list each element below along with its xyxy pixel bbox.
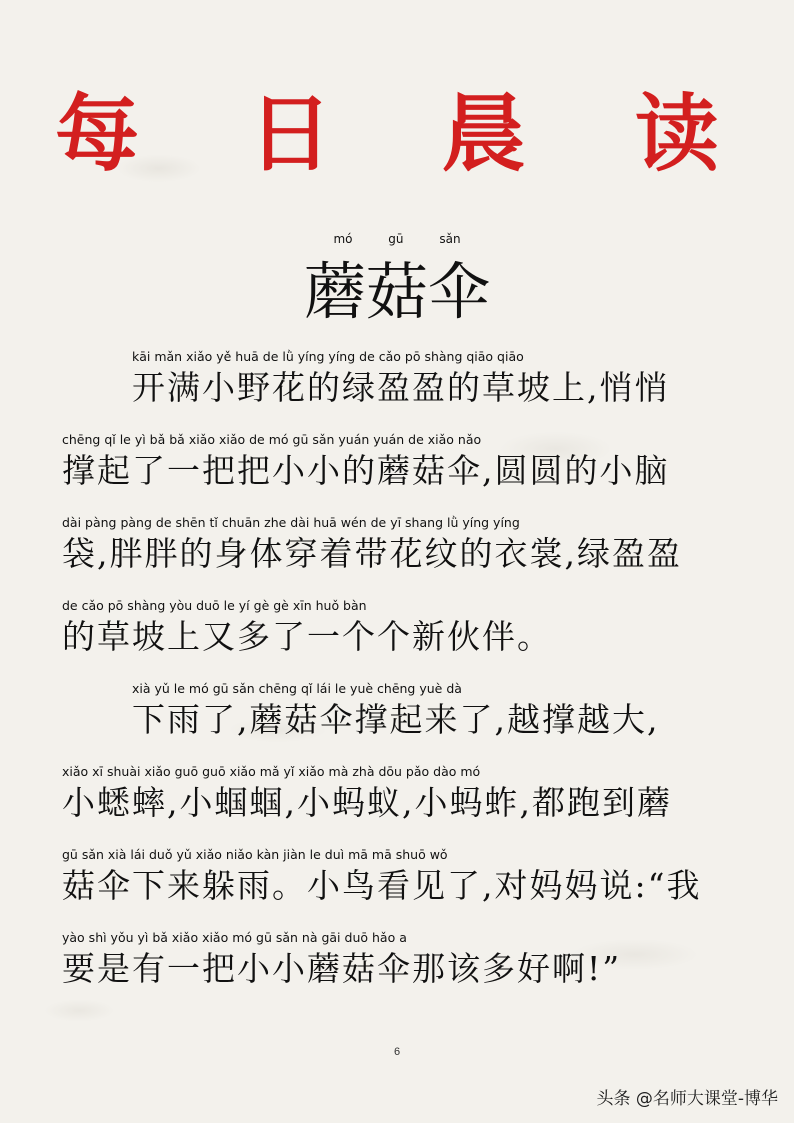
text-line-2	[62, 431, 742, 493]
hanzi-line: 袋,胖胖的身体穿着带花纹的衣裳,绿盈盈	[62, 534, 682, 573]
text-line-5	[62, 680, 742, 742]
pinyin-line: kāi mǎn xiǎo yě huā de lǜ yíng yíng de cǎo pō shàng qiāo qiāo	[132, 349, 524, 364]
text-line-1	[62, 348, 742, 410]
hanzi-line: 撑起了一把把小小的蘑菇伞,圆圆的小脑	[62, 451, 670, 490]
text-line-4	[62, 597, 742, 659]
page-number: 6	[393, 1046, 401, 1058]
story-title: 蘑菇伞	[303, 255, 490, 328]
pinyin-line: dài pàng pàng de shēn tǐ chuān zhe dài huā wén de yī shang lǜ yíng yíng	[62, 515, 520, 530]
hanzi-line: 下雨了,蘑菇伞撑起来了,越撑越大,	[132, 700, 660, 739]
title-pinyin: mó gū sǎn	[333, 232, 461, 246]
pinyin-line: de cǎo pō shàng yòu duō le yí gè gè xīn huǒ bàn	[62, 598, 367, 613]
hanzi-line: 的草坡上又多了一个个新伙伴。	[62, 617, 552, 656]
text-line-8	[62, 929, 742, 991]
page-header: 每 日 晨 读	[55, 84, 759, 183]
hanzi-line: 开满小野花的绿盈盈的草坡上,悄悄	[132, 368, 670, 407]
text-line-3	[62, 514, 742, 576]
text-line-6	[62, 763, 742, 825]
hanzi-line: 菇伞下来躲雨。小鸟看见了,对妈妈说:“我	[62, 866, 702, 905]
text-line-7	[62, 846, 742, 908]
hanzi-line: 要是有一把小小蘑菇伞那该多好啊!”	[62, 949, 622, 988]
watermark: 头条 @名师大课堂-博华	[596, 1089, 778, 1109]
pinyin-line: chēng qǐ le yì bǎ bǎ xiǎo xiǎo de mó gū sǎn yuán yuán de xiǎo nǎo	[62, 432, 482, 447]
pinyin-line: yào shì yǒu yì bǎ xiǎo xiǎo mó gū sǎn nà gāi duō hǎo a	[62, 930, 407, 945]
pinyin-line: gū sǎn xià lái duǒ yǔ xiǎo niǎo kàn jiàn le duì mā mā shuō wǒ	[62, 847, 448, 862]
pinyin-line: xià yǔ le mó gū sǎn chēng qǐ lái le yuè chēng yuè dà	[132, 681, 462, 696]
pinyin-line: xiǎo xī shuài xiǎo guō guō xiǎo mǎ yǐ xiǎo mà zhà dōu pǎo dào mó	[62, 764, 481, 779]
hanzi-line: 小蟋蟀,小蝈蝈,小蚂蚁,小蚂蚱,都跑到蘑	[62, 783, 672, 822]
